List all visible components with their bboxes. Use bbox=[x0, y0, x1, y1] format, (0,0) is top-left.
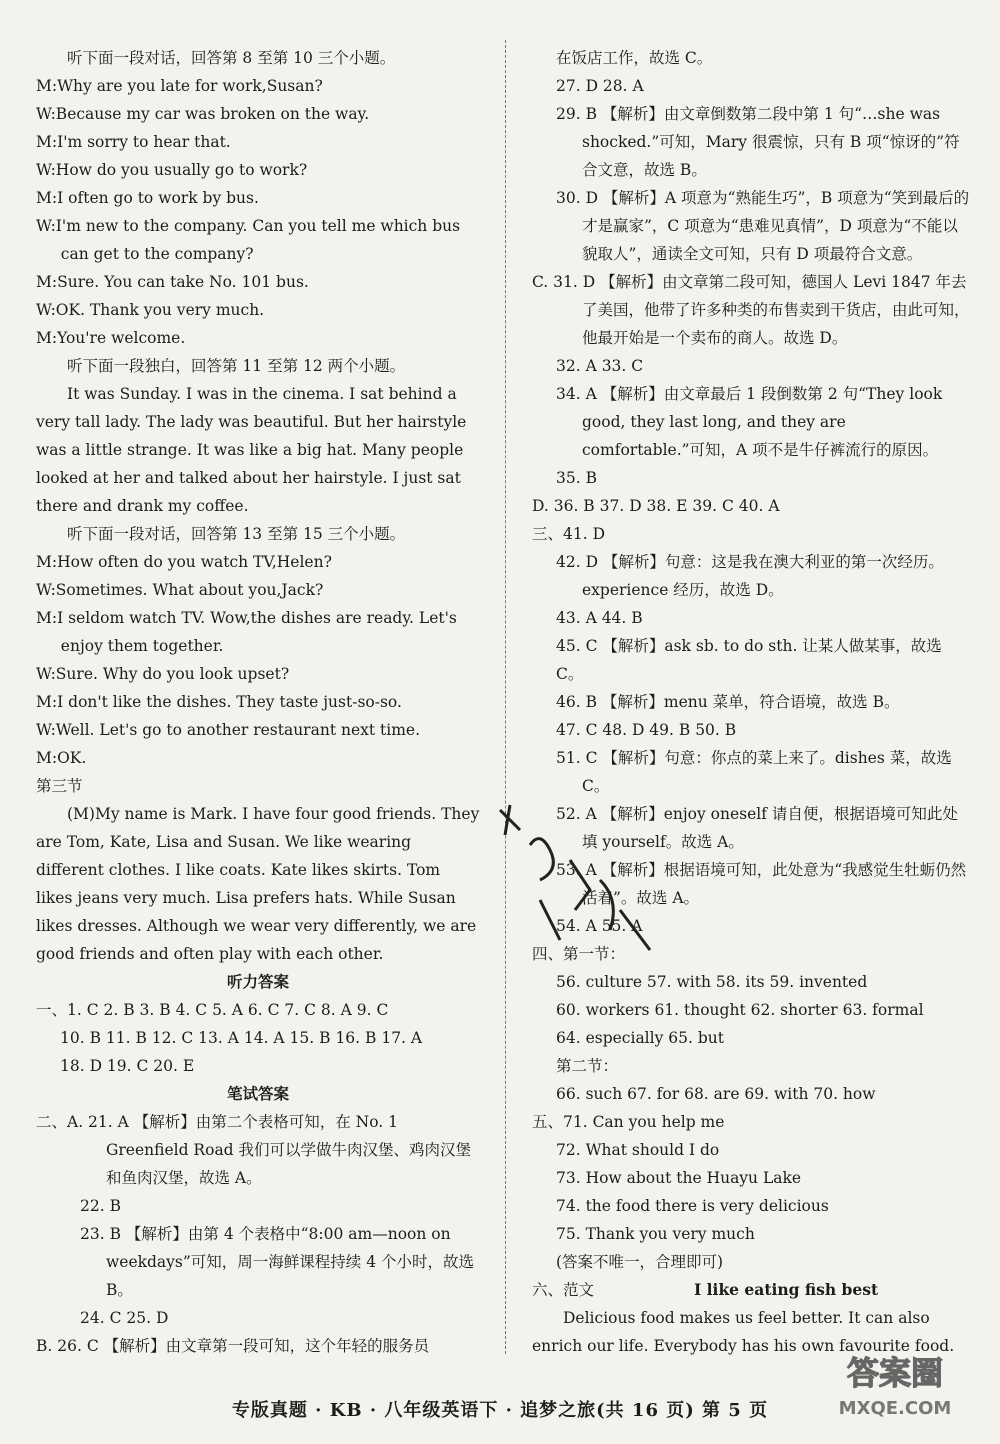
left-line: 第三节 bbox=[36, 777, 83, 795]
left-line: 听下面一段独白，回答第 11 至第 12 两个小题。 bbox=[67, 357, 406, 375]
right-line: 75. Thank you very much bbox=[556, 1225, 755, 1243]
right-line bbox=[532, 1276, 972, 1304]
right-line: 53. A 【解析】根据语境可知，此处意为“我感觉生牡蛎仍然活着”。故选 A。 bbox=[556, 861, 967, 907]
left-line: M:How often do you watch TV,Helen? bbox=[36, 553, 332, 571]
right-line: 51. C 【解析】句意：你点的菜上来了。dishes 菜，故选 C。 bbox=[556, 749, 952, 795]
handwritten-scribble bbox=[480, 790, 670, 960]
right-line: 45. C 【解析】ask sb. to do sth. 让某人做某事，故选 C。 bbox=[556, 637, 942, 683]
right-line: 66. such 67. for 68. are 69. with 70. how bbox=[556, 1085, 876, 1103]
left-line: B. 26. C 【解析】由文章第一段可知，这个年轻的服务员 bbox=[36, 1337, 430, 1355]
right-line: 29. B 【解析】由文章倒数第二段中第 1 句“…she was shocked.”可知，Mary 很震惊，只有 B 项“惊讶的”符合文意，故选 B。 bbox=[556, 105, 960, 179]
left-line: 10. B 11. B 12. C 13. A 14. A 15. B 16. B 17. A bbox=[60, 1029, 423, 1047]
right-line: 73. How about the Huayu Lake bbox=[556, 1169, 802, 1187]
left-line: 一、1. C 2. B 3. B 4. C 5. A 6. C 7. C 8. A 9. C bbox=[36, 1001, 389, 1019]
left-line: 听下面一段对话，回答第 13 至第 15 三个小题。 bbox=[67, 525, 406, 543]
left-line: M:I seldom watch TV. Wow,the dishes are ready. Let's enjoy them together. bbox=[36, 609, 457, 655]
right-line: D. 36. B 37. D 38. E 39. C 40. A bbox=[532, 497, 780, 515]
page-footer: 专版真题 · KB · 八年级英语下 · 追梦之旅(共 16 页) 第 5 页 bbox=[231, 1400, 769, 1421]
right-line: 47. C 48. D 49. B 50. B bbox=[556, 721, 737, 739]
left-line: 听下面一段对话，回答第 8 至第 10 三个小题。 bbox=[67, 49, 396, 67]
left-line: 18. D 19. C 20. E bbox=[60, 1057, 195, 1075]
right-line: 27. D 28. A bbox=[556, 77, 644, 95]
left-line: W:I'm new to the company. Can you tell me which bus can get to the company? bbox=[36, 217, 461, 263]
left-line: W:How do you usually go to work? bbox=[36, 161, 308, 179]
left-line: W:Because my car was broken on the way. bbox=[36, 105, 370, 123]
right-line: 56. culture 57. with 58. its 59. invented bbox=[556, 973, 868, 991]
essay-label: 六、范文 bbox=[532, 1281, 595, 1299]
right-line: 32. A 33. C bbox=[556, 357, 644, 375]
right-line: 34. A 【解析】由文章最后 1 段倒数第 2 句“They look good, they last long, and they are comfortable.”可知，A 项不是牛仔裤流行的原因。 bbox=[556, 385, 943, 459]
left-line: 二、A. 21. A 【解析】由第二个表格可知，在 No. 1 Greenfield Road 我们可以学做牛肉汉堡、鸡肉汉堡和鱼肉汉堡，故选 A。 bbox=[36, 1113, 472, 1187]
right-line: 四、第一节： bbox=[532, 945, 626, 963]
right-line: 74. the food there is very delicious bbox=[556, 1197, 829, 1215]
right-line: 72. What should I do bbox=[556, 1141, 720, 1159]
left-line: M:You're welcome. bbox=[36, 329, 186, 347]
left-line: W:Sometimes. What about you,Jack? bbox=[36, 581, 324, 599]
watermark-logo bbox=[820, 1344, 970, 1424]
right-line: 42. D 【解析】句意：这是我在澳大利亚的第一次经历。experience 经历，故选 D。 bbox=[556, 553, 944, 599]
right-line: 60. workers 61. thought 62. shorter 63. formal bbox=[556, 1001, 924, 1019]
right-line: 在饭店工作，故选 C。 bbox=[556, 49, 713, 67]
left-column bbox=[36, 44, 480, 1360]
left-line: M:I'm sorry to hear that. bbox=[36, 133, 231, 151]
left-line: W:OK. Thank you very much. bbox=[36, 301, 265, 319]
left-line: 24. C 25. D bbox=[80, 1309, 169, 1327]
right-lines bbox=[532, 44, 972, 1360]
watermark-sub: MXQE.COM bbox=[838, 1398, 952, 1419]
right-line: 52. A 【解析】enjoy oneself 请自便，根据语境可知此处填 yourself。故选 A。 bbox=[556, 805, 958, 851]
essay-title: I like eating fish best bbox=[694, 1280, 879, 1299]
left-line: 23. B 【解析】由第 4 个表格中“8:00 am—noon on weekdays”可知，周一海鲜课程持续 4 个小时，故选 B。 bbox=[80, 1225, 475, 1299]
right-line: 54. A 55. A bbox=[556, 917, 643, 935]
left-line: M:Sure. You can take No. 101 bus. bbox=[36, 273, 309, 291]
watermark-text: 答案圈 bbox=[846, 1354, 944, 1392]
left-lines bbox=[36, 44, 480, 1360]
left-line: (M)My name is Mark. I have four good friends. They are Tom, Kate, Lisa and Susan. We like wearing different clothes. I like coats. Kate likes skirts. Tom likes jeans very much. Lisa prefers hats. While Susan likes dresses. Although we wear very differently, we are good friends and often play with each other. bbox=[36, 805, 480, 963]
left-line: 22. B bbox=[80, 1197, 121, 1215]
left-line: It was Sunday. I was in the cinema. I sat behind a very tall lady. The lady was beautiful. But her hairstyle was a little strange. It was like a big hat. Many people looked at her and talked about her hairstyle. I just sat there and drank my coffee. bbox=[36, 385, 467, 515]
left-line: M:I often go to work by bus. bbox=[36, 189, 259, 207]
right-line: 43. A 44. B bbox=[556, 609, 643, 627]
right-line: 46. B 【解析】menu 菜单，符合语境，故选 B。 bbox=[556, 693, 900, 711]
right-line: (答案不唯一，合理即可) bbox=[556, 1253, 724, 1271]
right-line: 64. especially 65. but bbox=[556, 1029, 724, 1047]
left-line: 听力答案 bbox=[226, 972, 289, 991]
right-line: 第二节： bbox=[556, 1057, 619, 1075]
right-line: Delicious food makes us feel better. It can also enrich our life. Everybody has his own favourite food. bbox=[532, 1309, 955, 1355]
left-line: M:OK. bbox=[36, 749, 87, 767]
left-line: 笔试答案 bbox=[226, 1084, 289, 1103]
left-line: M:I don't like the dishes. They taste just-so-so. bbox=[36, 693, 402, 711]
right-column bbox=[532, 44, 972, 1360]
right-line: C. 31. D 【解析】由文章第二段可知，德国人 Levi 1847 年去了美国，他带了许多种类的布售卖到干货店，由此可知，他最开始是一个卖布的商人。故选 D。 bbox=[532, 273, 970, 347]
column-divider bbox=[505, 40, 506, 1354]
right-line: 30. D 【解析】A 项意为“熟能生巧”，B 项意为“笑到最后的才是赢家”，C 项意为“患难见真情”，D 项意为“不能以貌取人”，通读全文可知，只有 D 项最符合文意。 bbox=[556, 189, 970, 263]
left-line: M:Why are you late for work,Susan? bbox=[36, 77, 323, 95]
right-line: 35. B bbox=[556, 469, 597, 487]
right-line: 三、41. D bbox=[532, 525, 606, 543]
right-line: 五、71. Can you help me bbox=[532, 1113, 725, 1131]
left-line: W:Sure. Why do you look upset? bbox=[36, 665, 290, 683]
left-line: W:Well. Let's go to another restaurant next time. bbox=[36, 721, 421, 739]
